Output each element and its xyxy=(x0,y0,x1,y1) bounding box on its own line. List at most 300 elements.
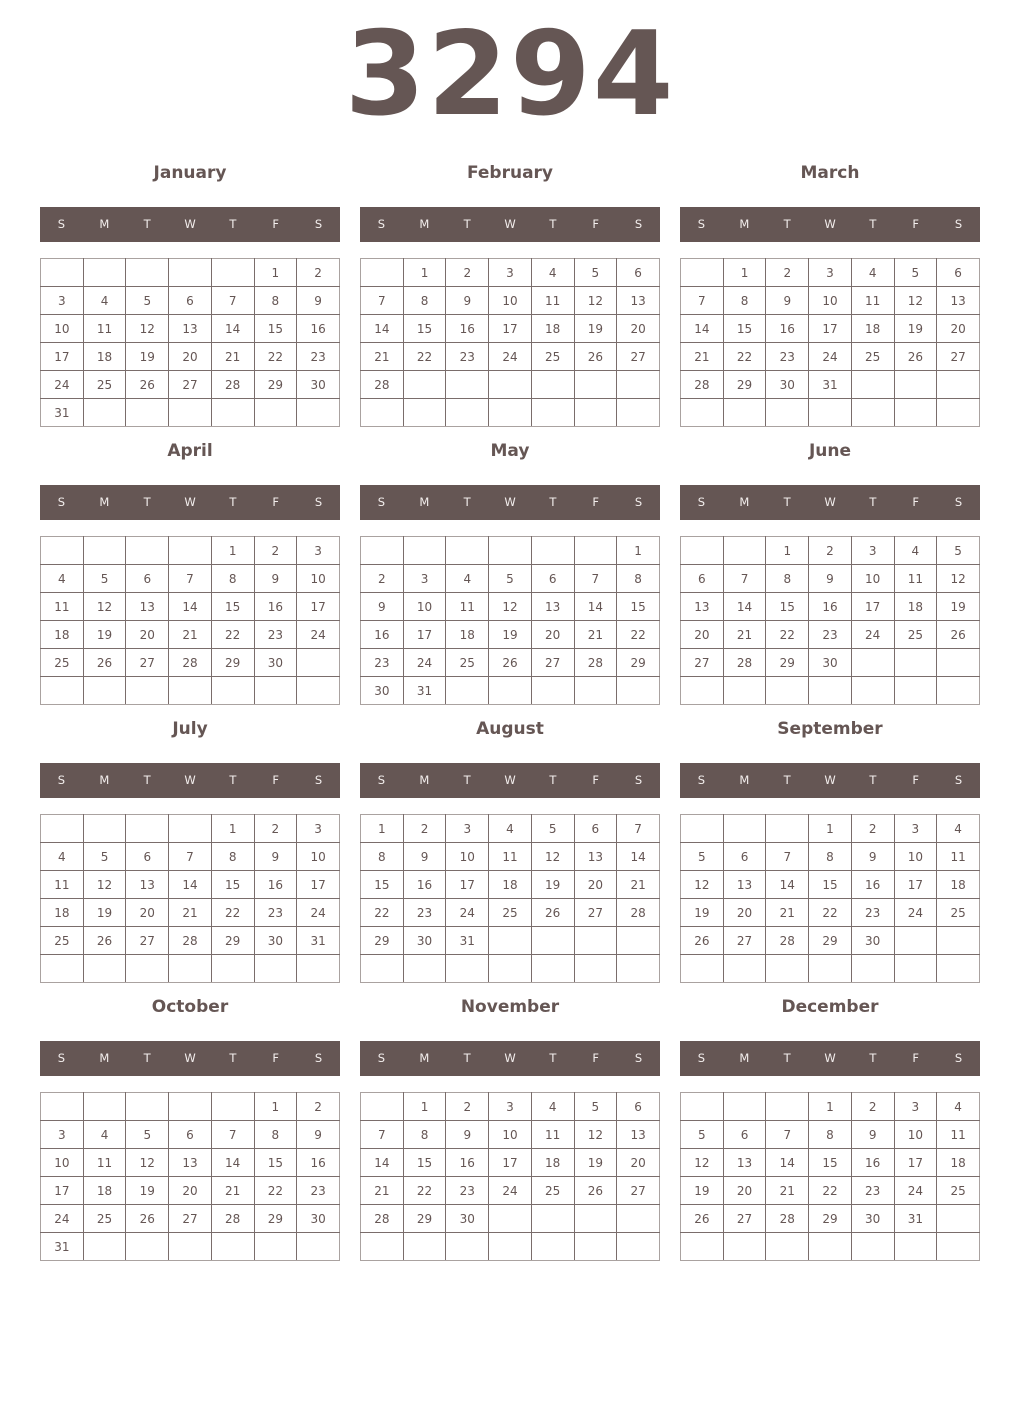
day-cell: 29 xyxy=(254,1205,297,1233)
day-cell: 6 xyxy=(723,1121,766,1149)
empty-cell xyxy=(681,1233,724,1261)
day-cell: 15 xyxy=(723,315,766,343)
day-cell: 18 xyxy=(446,621,489,649)
month-february xyxy=(360,155,660,433)
day-cell: 14 xyxy=(211,1149,254,1177)
day-cell: 25 xyxy=(83,1205,126,1233)
day-cell: 31 xyxy=(446,927,489,955)
week-row xyxy=(361,1121,660,1149)
weekday-label: S xyxy=(634,217,643,231)
day-cell: 31 xyxy=(809,371,852,399)
day-cell: 26 xyxy=(574,343,617,371)
day-cell: 30 xyxy=(851,927,894,955)
day-cell: 11 xyxy=(894,565,937,593)
day-cell: 29 xyxy=(254,371,297,399)
weekday-label: S xyxy=(314,495,323,509)
weekday-label: S xyxy=(57,773,66,787)
empty-cell xyxy=(723,955,766,983)
empty-cell xyxy=(211,259,254,287)
day-cell: 2 xyxy=(254,537,297,565)
month-title: August xyxy=(476,719,544,739)
day-cell: 23 xyxy=(446,343,489,371)
week-row xyxy=(361,287,660,315)
week-row xyxy=(681,871,980,899)
day-cell: 15 xyxy=(403,1149,446,1177)
day-cell: 21 xyxy=(361,343,404,371)
empty-cell xyxy=(489,1233,532,1261)
empty-cell xyxy=(851,649,894,677)
day-cell: 24 xyxy=(41,1205,84,1233)
weekday-label: S xyxy=(314,773,323,787)
day-cell: 2 xyxy=(446,259,489,287)
day-cell: 19 xyxy=(937,593,980,621)
week-row xyxy=(361,1093,660,1121)
day-cell: 23 xyxy=(851,1177,894,1205)
empty-cell xyxy=(489,677,532,705)
day-grid xyxy=(680,814,980,983)
day-cell: 17 xyxy=(489,315,532,343)
day-cell: 9 xyxy=(403,843,446,871)
day-cell: 2 xyxy=(851,1093,894,1121)
day-cell: 10 xyxy=(41,1149,84,1177)
week-row xyxy=(361,843,660,871)
empty-cell xyxy=(83,815,126,843)
day-cell: 12 xyxy=(531,843,574,871)
day-cell: 3 xyxy=(809,259,852,287)
day-cell: 28 xyxy=(361,1205,404,1233)
day-cell: 4 xyxy=(83,287,126,315)
week-row xyxy=(681,649,980,677)
day-cell: 27 xyxy=(617,1177,660,1205)
day-cell: 23 xyxy=(254,621,297,649)
day-cell: 12 xyxy=(937,565,980,593)
week-row xyxy=(41,1205,340,1233)
week-row xyxy=(681,1177,980,1205)
empty-cell xyxy=(361,1233,404,1261)
day-grid xyxy=(360,258,660,427)
empty-cell xyxy=(574,927,617,955)
day-cell: 12 xyxy=(681,871,724,899)
week-row xyxy=(681,1149,980,1177)
day-cell: 5 xyxy=(937,537,980,565)
day-cell: 21 xyxy=(681,343,724,371)
day-cell: 17 xyxy=(809,315,852,343)
day-cell: 18 xyxy=(41,899,84,927)
day-cell: 10 xyxy=(446,843,489,871)
empty-cell xyxy=(766,1233,809,1261)
day-cell: 27 xyxy=(681,649,724,677)
empty-cell xyxy=(809,955,852,983)
week-row xyxy=(41,259,340,287)
empty-cell xyxy=(297,1233,340,1261)
day-cell: 7 xyxy=(361,287,404,315)
empty-cell xyxy=(126,1093,169,1121)
day-cell: 5 xyxy=(83,565,126,593)
week-row xyxy=(41,899,340,927)
day-cell: 3 xyxy=(489,1093,532,1121)
day-cell: 9 xyxy=(766,287,809,315)
day-cell: 26 xyxy=(489,649,532,677)
day-cell: 11 xyxy=(937,1121,980,1149)
weekday-label: T xyxy=(869,773,877,787)
day-cell: 1 xyxy=(723,259,766,287)
day-cell: 21 xyxy=(169,899,212,927)
empty-cell xyxy=(809,399,852,427)
empty-cell xyxy=(723,537,766,565)
empty-cell xyxy=(254,955,297,983)
empty-cell xyxy=(446,955,489,983)
empty-cell xyxy=(681,1093,724,1121)
empty-cell xyxy=(169,955,212,983)
day-cell: 17 xyxy=(41,343,84,371)
weekday-label: W xyxy=(504,1051,516,1065)
day-cell: 22 xyxy=(211,621,254,649)
day-cell: 19 xyxy=(574,1149,617,1177)
day-cell: 15 xyxy=(361,871,404,899)
day-grid xyxy=(680,258,980,427)
empty-cell xyxy=(361,399,404,427)
day-cell: 17 xyxy=(403,621,446,649)
day-cell: 2 xyxy=(766,259,809,287)
empty-cell xyxy=(681,259,724,287)
empty-cell xyxy=(723,815,766,843)
weekday-label: S xyxy=(634,773,643,787)
week-row xyxy=(41,315,340,343)
day-cell: 17 xyxy=(851,593,894,621)
day-cell: 23 xyxy=(297,343,340,371)
weekday-label: T xyxy=(549,495,557,509)
day-cell: 10 xyxy=(894,1121,937,1149)
day-cell: 11 xyxy=(937,843,980,871)
empty-cell xyxy=(937,677,980,705)
day-cell: 20 xyxy=(681,621,724,649)
day-cell: 24 xyxy=(446,899,489,927)
empty-cell xyxy=(894,399,937,427)
empty-cell xyxy=(254,677,297,705)
month-title: June xyxy=(808,441,852,461)
day-cell: 19 xyxy=(126,343,169,371)
day-cell: 5 xyxy=(894,259,937,287)
day-cell: 26 xyxy=(83,927,126,955)
week-row xyxy=(361,371,660,399)
day-cell: 16 xyxy=(446,315,489,343)
day-cell: 17 xyxy=(894,1149,937,1177)
empty-cell xyxy=(361,537,404,565)
empty-cell xyxy=(681,815,724,843)
day-cell: 27 xyxy=(723,927,766,955)
day-cell: 9 xyxy=(809,565,852,593)
weekday-header xyxy=(40,763,340,798)
day-cell: 17 xyxy=(297,871,340,899)
month-june xyxy=(680,433,980,711)
day-cell: 19 xyxy=(531,871,574,899)
empty-cell xyxy=(297,677,340,705)
day-cell: 29 xyxy=(361,927,404,955)
day-cell: 30 xyxy=(297,371,340,399)
empty-cell xyxy=(937,371,980,399)
day-cell: 3 xyxy=(894,1093,937,1121)
day-cell: 27 xyxy=(617,343,660,371)
weekday-label: T xyxy=(143,495,151,509)
day-cell: 4 xyxy=(531,259,574,287)
month-title: December xyxy=(781,997,879,1017)
day-cell: 6 xyxy=(169,1121,212,1149)
empty-cell xyxy=(809,1233,852,1261)
day-grid xyxy=(360,814,660,983)
week-row xyxy=(361,399,660,427)
day-cell: 9 xyxy=(446,1121,489,1149)
weekday-header xyxy=(680,763,980,798)
day-cell: 23 xyxy=(446,1177,489,1205)
weekday-label: T xyxy=(143,1051,151,1065)
day-cell: 17 xyxy=(446,871,489,899)
empty-cell xyxy=(403,399,446,427)
day-cell: 21 xyxy=(723,621,766,649)
day-cell: 5 xyxy=(574,259,617,287)
day-cell: 6 xyxy=(126,565,169,593)
week-row xyxy=(361,1177,660,1205)
week-row xyxy=(41,371,340,399)
empty-cell xyxy=(937,1205,980,1233)
day-cell: 22 xyxy=(254,343,297,371)
weekday-label: W xyxy=(504,773,516,787)
day-cell: 3 xyxy=(403,565,446,593)
empty-cell xyxy=(403,955,446,983)
empty-cell xyxy=(894,927,937,955)
day-cell: 16 xyxy=(254,593,297,621)
weekday-label: M xyxy=(739,217,750,231)
day-cell: 14 xyxy=(211,315,254,343)
month-title: January xyxy=(153,163,227,183)
day-cell: 7 xyxy=(169,843,212,871)
weekday-label: F xyxy=(592,1051,600,1065)
weekday-label: M xyxy=(739,1051,750,1065)
empty-cell xyxy=(937,399,980,427)
day-cell: 22 xyxy=(403,1177,446,1205)
weekday-label: T xyxy=(143,217,151,231)
day-cell: 24 xyxy=(297,621,340,649)
day-cell: 4 xyxy=(83,1121,126,1149)
day-cell: 3 xyxy=(894,815,937,843)
day-cell: 28 xyxy=(169,649,212,677)
empty-cell xyxy=(489,1205,532,1233)
day-cell: 13 xyxy=(617,287,660,315)
weekday-label: M xyxy=(419,1051,430,1065)
empty-cell xyxy=(531,1233,574,1261)
day-cell: 14 xyxy=(766,1149,809,1177)
day-cell: 2 xyxy=(361,565,404,593)
day-cell: 21 xyxy=(211,343,254,371)
empty-cell xyxy=(531,537,574,565)
day-cell: 14 xyxy=(766,871,809,899)
day-cell: 3 xyxy=(297,815,340,843)
day-cell: 22 xyxy=(403,343,446,371)
day-cell: 11 xyxy=(851,287,894,315)
day-grid xyxy=(680,536,980,705)
empty-cell xyxy=(361,259,404,287)
empty-cell xyxy=(937,955,980,983)
weekday-label: M xyxy=(739,495,750,509)
week-row xyxy=(681,1093,980,1121)
day-cell: 3 xyxy=(489,259,532,287)
day-cell: 2 xyxy=(809,537,852,565)
empty-cell xyxy=(894,1233,937,1261)
day-cell: 21 xyxy=(617,871,660,899)
weekday-label: M xyxy=(419,773,430,787)
weekday-label: M xyxy=(739,773,750,787)
day-cell: 29 xyxy=(211,649,254,677)
weekday-label: W xyxy=(824,1051,836,1065)
day-cell: 20 xyxy=(574,871,617,899)
day-cell: 14 xyxy=(169,871,212,899)
day-cell: 7 xyxy=(574,565,617,593)
day-cell: 28 xyxy=(211,1205,254,1233)
weekday-label: W xyxy=(824,495,836,509)
empty-cell xyxy=(211,1093,254,1121)
empty-cell xyxy=(681,537,724,565)
week-row xyxy=(361,259,660,287)
weekday-label: M xyxy=(99,773,110,787)
day-cell: 13 xyxy=(617,1121,660,1149)
empty-cell xyxy=(681,677,724,705)
day-cell: 30 xyxy=(254,927,297,955)
day-cell: 14 xyxy=(574,593,617,621)
weekday-label: S xyxy=(697,773,706,787)
week-row xyxy=(361,1149,660,1177)
month-october xyxy=(40,989,340,1267)
day-cell: 18 xyxy=(489,871,532,899)
day-cell: 16 xyxy=(446,1149,489,1177)
week-row xyxy=(361,315,660,343)
day-cell: 20 xyxy=(126,899,169,927)
day-cell: 13 xyxy=(723,871,766,899)
weekday-label: W xyxy=(504,217,516,231)
day-cell: 1 xyxy=(766,537,809,565)
empty-cell xyxy=(169,259,212,287)
weekday-label: T xyxy=(549,217,557,231)
weekday-header xyxy=(40,207,340,242)
weekday-label: S xyxy=(57,495,66,509)
day-cell: 30 xyxy=(809,649,852,677)
weekday-label: W xyxy=(184,495,196,509)
day-cell: 1 xyxy=(211,815,254,843)
day-cell: 21 xyxy=(766,899,809,927)
week-row xyxy=(41,927,340,955)
day-cell: 2 xyxy=(403,815,446,843)
day-cell: 15 xyxy=(766,593,809,621)
day-cell: 4 xyxy=(41,843,84,871)
week-row xyxy=(41,399,340,427)
weekday-label: S xyxy=(697,495,706,509)
day-grid xyxy=(680,1092,980,1261)
empty-cell xyxy=(361,1093,404,1121)
empty-cell xyxy=(937,1233,980,1261)
weekday-label: T xyxy=(549,773,557,787)
weekday-label: S xyxy=(954,773,963,787)
empty-cell xyxy=(254,399,297,427)
week-row xyxy=(361,677,660,705)
week-row xyxy=(361,871,660,899)
weekday-label: M xyxy=(419,495,430,509)
empty-cell xyxy=(211,955,254,983)
week-row xyxy=(361,955,660,983)
week-row xyxy=(41,649,340,677)
month-april xyxy=(40,433,340,711)
day-cell: 11 xyxy=(83,1149,126,1177)
empty-cell xyxy=(766,955,809,983)
day-cell: 1 xyxy=(403,1093,446,1121)
week-row xyxy=(361,1233,660,1261)
empty-cell xyxy=(894,371,937,399)
week-row xyxy=(41,1177,340,1205)
weekday-label: M xyxy=(99,217,110,231)
day-cell: 22 xyxy=(211,899,254,927)
day-cell: 24 xyxy=(894,899,937,927)
empty-cell xyxy=(361,955,404,983)
weekday-label: S xyxy=(634,495,643,509)
empty-cell xyxy=(169,1093,212,1121)
empty-cell xyxy=(617,371,660,399)
empty-cell xyxy=(446,537,489,565)
day-cell: 22 xyxy=(809,1177,852,1205)
day-cell: 21 xyxy=(169,621,212,649)
day-cell: 27 xyxy=(937,343,980,371)
day-cell: 24 xyxy=(894,1177,937,1205)
empty-cell xyxy=(83,399,126,427)
day-cell: 10 xyxy=(894,843,937,871)
empty-cell xyxy=(574,537,617,565)
day-cell: 30 xyxy=(361,677,404,705)
day-cell: 27 xyxy=(574,899,617,927)
week-row xyxy=(681,259,980,287)
day-cell: 13 xyxy=(169,315,212,343)
empty-cell xyxy=(617,1205,660,1233)
day-cell: 4 xyxy=(489,815,532,843)
week-row xyxy=(681,927,980,955)
day-cell: 22 xyxy=(723,343,766,371)
weekday-header xyxy=(680,1041,980,1076)
weekday-label: W xyxy=(824,773,836,787)
empty-cell xyxy=(297,399,340,427)
day-cell: 6 xyxy=(574,815,617,843)
weekday-label: F xyxy=(272,495,280,509)
empty-cell xyxy=(169,399,212,427)
empty-cell xyxy=(574,955,617,983)
weekday-label: T xyxy=(229,495,237,509)
week-row xyxy=(361,621,660,649)
day-cell: 18 xyxy=(937,1149,980,1177)
day-cell: 31 xyxy=(41,1233,84,1261)
day-cell: 4 xyxy=(937,815,980,843)
week-row xyxy=(41,815,340,843)
day-cell: 15 xyxy=(617,593,660,621)
month-september xyxy=(680,711,980,989)
day-cell: 21 xyxy=(361,1177,404,1205)
day-cell: 12 xyxy=(83,871,126,899)
empty-cell xyxy=(723,677,766,705)
week-row xyxy=(681,537,980,565)
day-cell: 11 xyxy=(41,871,84,899)
day-cell: 9 xyxy=(254,565,297,593)
empty-cell xyxy=(446,399,489,427)
week-row xyxy=(361,649,660,677)
day-cell: 29 xyxy=(617,649,660,677)
day-cell: 14 xyxy=(617,843,660,871)
weekday-label: T xyxy=(463,773,471,787)
empty-cell xyxy=(446,677,489,705)
day-cell: 3 xyxy=(41,287,84,315)
day-cell: 24 xyxy=(809,343,852,371)
